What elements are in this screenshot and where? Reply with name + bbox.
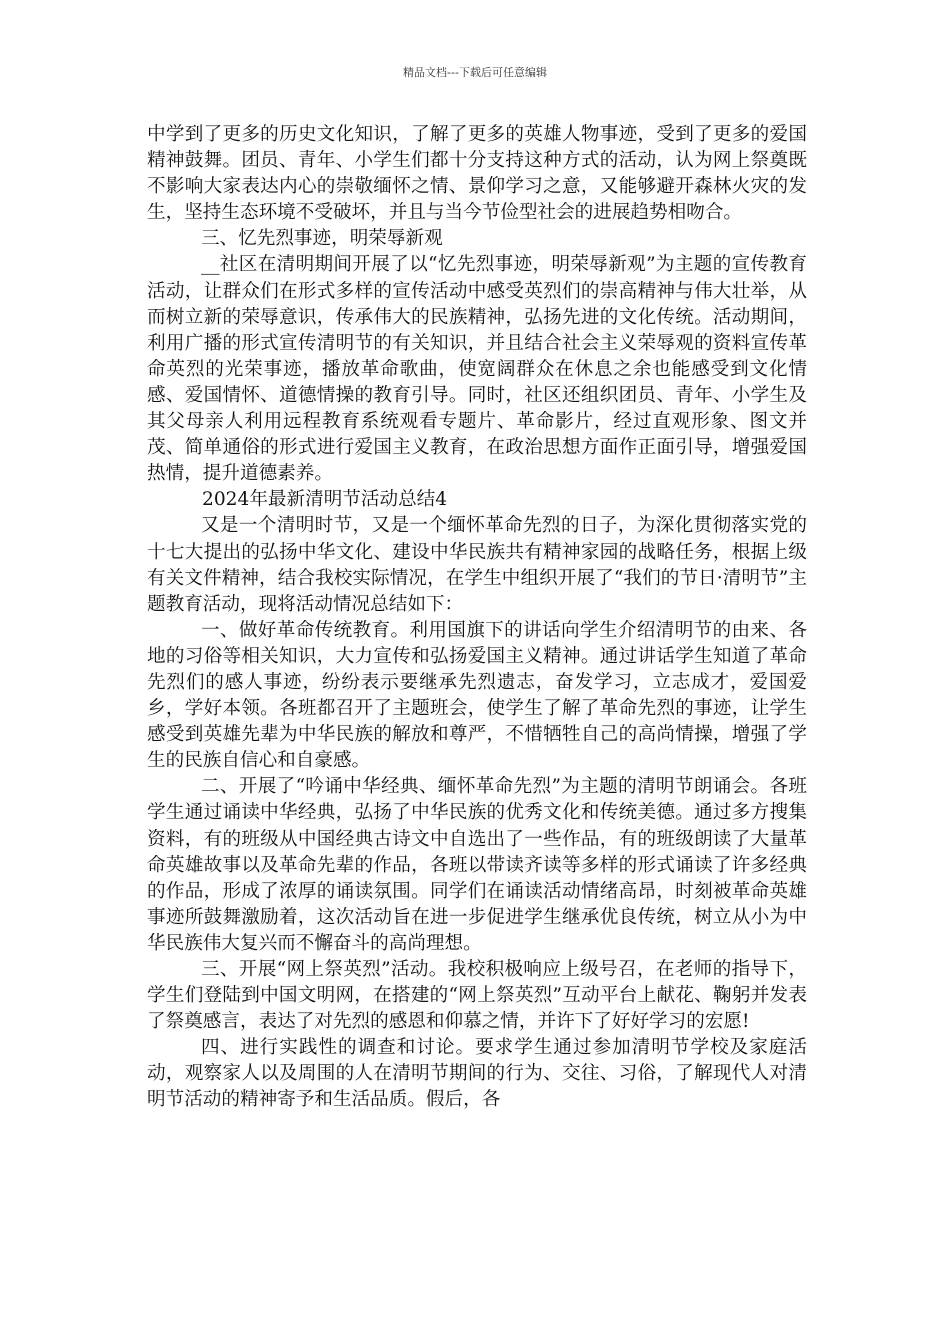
paragraph-item-2: 二、开展了“吟诵中华经典、缅怀革命先烈”为主题的清明节朗诵会。各班学生通过诵读中华经典，弘扬了中华民族的优秀文化和传统美德。通过多方搜集资料，有的班级从中国经典古诗文中自选出了一些作品，有的班级朗读了大量革命英雄故事以及革命先辈的作品，各班以带读齐读等多样的形式诵读了许多经典的作品，形成了浓厚的诵读氛围。同学们在诵读活动情绪高昂，时刻被革命英雄事迹所鼓舞激励着，这次活动旨在进一步促进学生继承优良传统，树立从小为中华民族伟大复兴而不懈奋斗的高尚理想。 (147, 776, 807, 954)
paragraph-continuation: 中学到了更多的历史文化知识，了解了更多的英雄人物事迹，受到了更多的爱国精神鼓舞。团员、青年、小学生们都十分支持这种方式的活动，认为网上祭奠既不影响大家表达内心的崇敬缅怀之情、景仰学习之意，又能够避开森林火灾的发生，坚持生态环境不受破坏，并且与当今节俭型社会的进展趋势相吻合。 (147, 124, 807, 224)
paragraph-item-1: 一、做好革命传统教育。利用国旗下的讲话向学生介绍清明节的由来、各地的习俗等相关知识，大力宣传和弘扬爱国主义精神。通过讲话学生知道了革命先烈们的感人事迹，纷纷表示要继承先烈遗志，奋发学习，立志成才，爱国爱乡，学好本领。各班都召开了主题班会，使学生了解了革命先烈的事迹，让学生感受到英雄先辈为中华民族的解放和尊严，不惜牺牲自己的高尚情操，增强了学生的民族自信心和自豪感。 (147, 619, 807, 772)
section-heading-3: 三、忆先烈事迹，明荣辱新观 (200, 228, 443, 250)
document-title: 2024年最新清明节活动总结4 (202, 489, 448, 511)
page-header: 精品文档---下载后可任意编辑 (403, 66, 547, 79)
document-body (147, 122, 807, 1114)
paragraph-intro: 又是一个清明时节，又是一个缅怀革命先烈的日子，为深化贯彻落实党的十七大提出的弘扬中华文化、建设中华民族共有精神家园的战略任务，根据上级有关文件精神，结合我校实际情况，在学生中组织开展了“我们的节日·清明节”主题教育活动，现将活动情况总结如下： (147, 515, 807, 615)
paragraph-item-3: 三、开展“网上祭英烈”活动。我校积极响应上级号召，在老师的指导下，学生们登陆到中国文明网，在搭建的“网上祭英烈”互动平台上献花、鞠躬并发表了祭奠感言，表达了对先烈的感恩和仰慕之情，并许下了好好学习的宏愿! (147, 959, 807, 1033)
paragraph-community-activity: __社区在清明期间开展了以“忆先烈事迹，明荣辱新观”为主题的宣传教育活动，让群众们在形式多样的宣传活动中感受英烈们的崇高精神与伟大壮举，从而树立新的荣辱意识，传承伟大的民族精神，弘扬先进的文化传统。活动期间，利用广播的形式宣传清明节的有关知识，并且结合社会主义荣辱观的资料宣传革命英烈的光荣事迹，播放革命歌曲，使宽阔群众在休息之余也能感受到文化情感、爱国情怀、道德情操的教育引导。同时，社区还组织团员、青年、小学生及其父母亲人利用远程教育系统观看专题片、革命影片，经过直观形象、图文并茂、简单通俗的形式进行爱国主义教育，在政治思想方面作正面引导，增强爱国热情，提升道德素养。 (147, 254, 807, 485)
paragraph-item-4: 四、进行实践性的调查和讨论。要求学生通过参加清明节学校及家庭活动，观察家人以及周围的人在清明节期间的行为、交往、习俗，了解现代人对清明节活动的精神寄予和生活品质。假后，各 (147, 1037, 807, 1111)
